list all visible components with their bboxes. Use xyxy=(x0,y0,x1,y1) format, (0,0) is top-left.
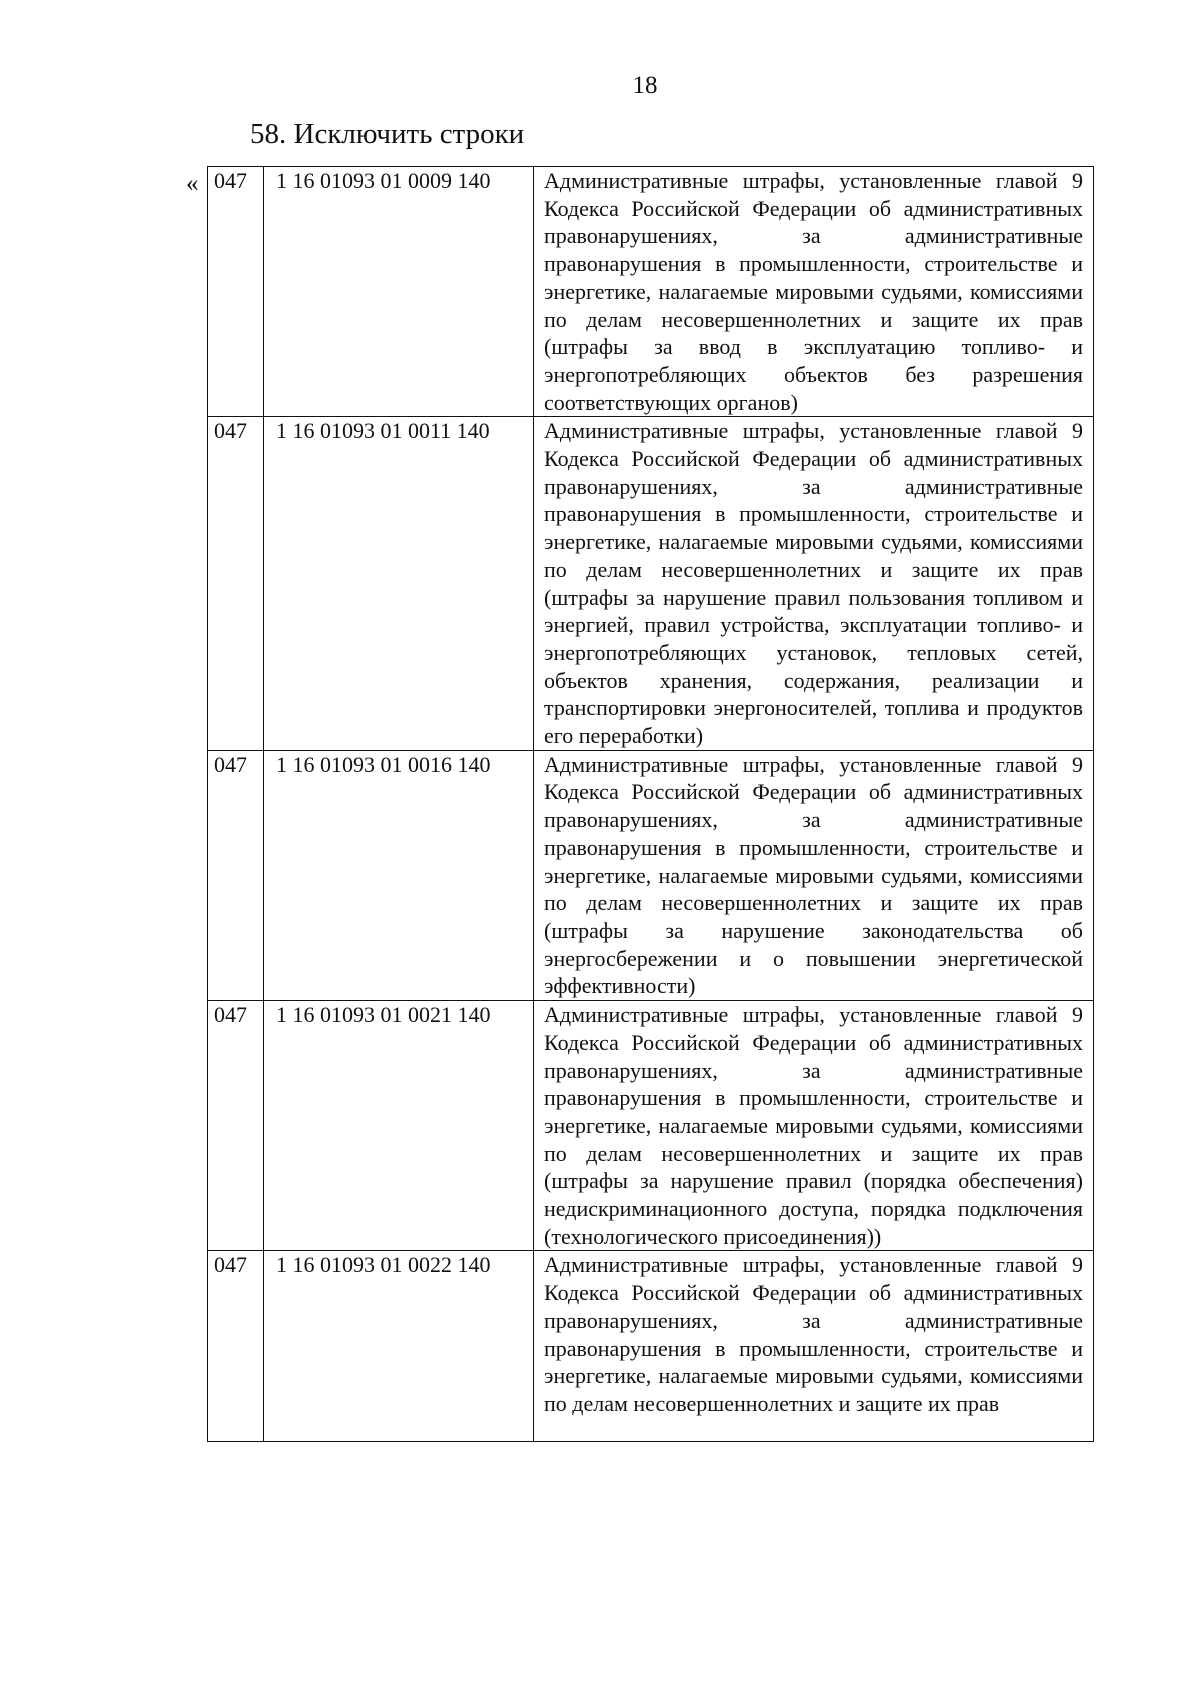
table-row xyxy=(208,750,1094,1000)
admin-code-cell: 047 xyxy=(208,750,264,1000)
kbk-cell: 1 16 01093 01 0011 140 xyxy=(264,417,534,750)
table-row xyxy=(208,417,1094,750)
opening-quote: « xyxy=(186,170,199,197)
revenue-name-cell: Административные штрафы, установленные главой 9 Кодекса Российской Федерации об административных правонарушениях, за административные правонарушения в промышленности, строительстве и энергетике, налагаемые мировыми судьями, комиссиями по делам несовершеннолетних и защите их прав (штрафы за нарушение законодательства об энергосбережении и о повышении энергетической эффективности) xyxy=(534,750,1094,1000)
revenue-name-text: Административные штрафы, установленные главой 9 Кодекса Российской Федерации об административных правонарушениях, за административные правонарушения в промышленности, строительстве и энергетике, налагаемые мировыми судьями, комиссиями по делам несовершеннолетних и защите их прав xyxy=(544,1252,1083,1416)
table-row xyxy=(208,1001,1094,1251)
revenue-name-cell: Административные штрафы, установленные главой 9 Кодекса Российской Федерации об административных правонарушениях, за административные правонарушения в промышленности, строительстве и энергетике, налагаемые мировыми судьями, комиссиями по делам несовершеннолетних и защите их прав (штрафы за нарушение правил пользования топливом и энергией, правил устройства, эксплуатации топливо- и энергопотребляющих установок, тепловых сетей, объектов хранения, содержания, реализации и транспортировки энергоносителей, топлива и продуктов его переработки) xyxy=(534,417,1094,750)
table-row xyxy=(208,167,1094,417)
kbk-cell: 1 16 01093 01 0016 140 xyxy=(264,750,534,1000)
kbk-cell: 1 16 01093 01 0009 140 xyxy=(264,167,534,417)
admin-code-cell: 047 xyxy=(208,1001,264,1251)
budget-codes-table xyxy=(207,166,1094,1442)
revenue-name-cell: Административные штрафы, установленные главой 9 Кодекса Российской Федерации об административных правонарушениях, за административные правонарушения в промышленности, строительстве и энергетике, налагаемые мировыми судьями, комиссиями по делам несовершеннолетних и защите их прав (штрафы за нарушение правил (порядка обеспечения) недискриминационного доступа, порядка подключения (технологического присоединения)) xyxy=(534,1001,1094,1251)
revenue-name-cell xyxy=(534,1251,1094,1442)
admin-code-cell: 047 xyxy=(208,417,264,750)
kbk-cell: 1 16 01093 01 0022 140 xyxy=(264,1251,534,1442)
section-heading: 58. Исключить строки xyxy=(250,118,525,150)
admin-code-cell: 047 xyxy=(208,1251,264,1442)
revenue-name-cell: Административные штрафы, установленные главой 9 Кодекса Российской Федерации об административных правонарушениях, за административные правонарушения в промышленности, строительстве и энергетике, налагаемые мировыми судьями, комиссиями по делам несовершеннолетних и защите их прав (штрафы за ввод в эксплуатацию топливо- и энергопотребляющих объектов без разрешения соответствующих органов) xyxy=(534,167,1094,417)
admin-code-cell: 047 xyxy=(208,167,264,417)
page-number: 18 xyxy=(632,72,658,99)
kbk-cell: 1 16 01093 01 0021 140 xyxy=(264,1001,534,1251)
table-row xyxy=(208,1251,1094,1442)
